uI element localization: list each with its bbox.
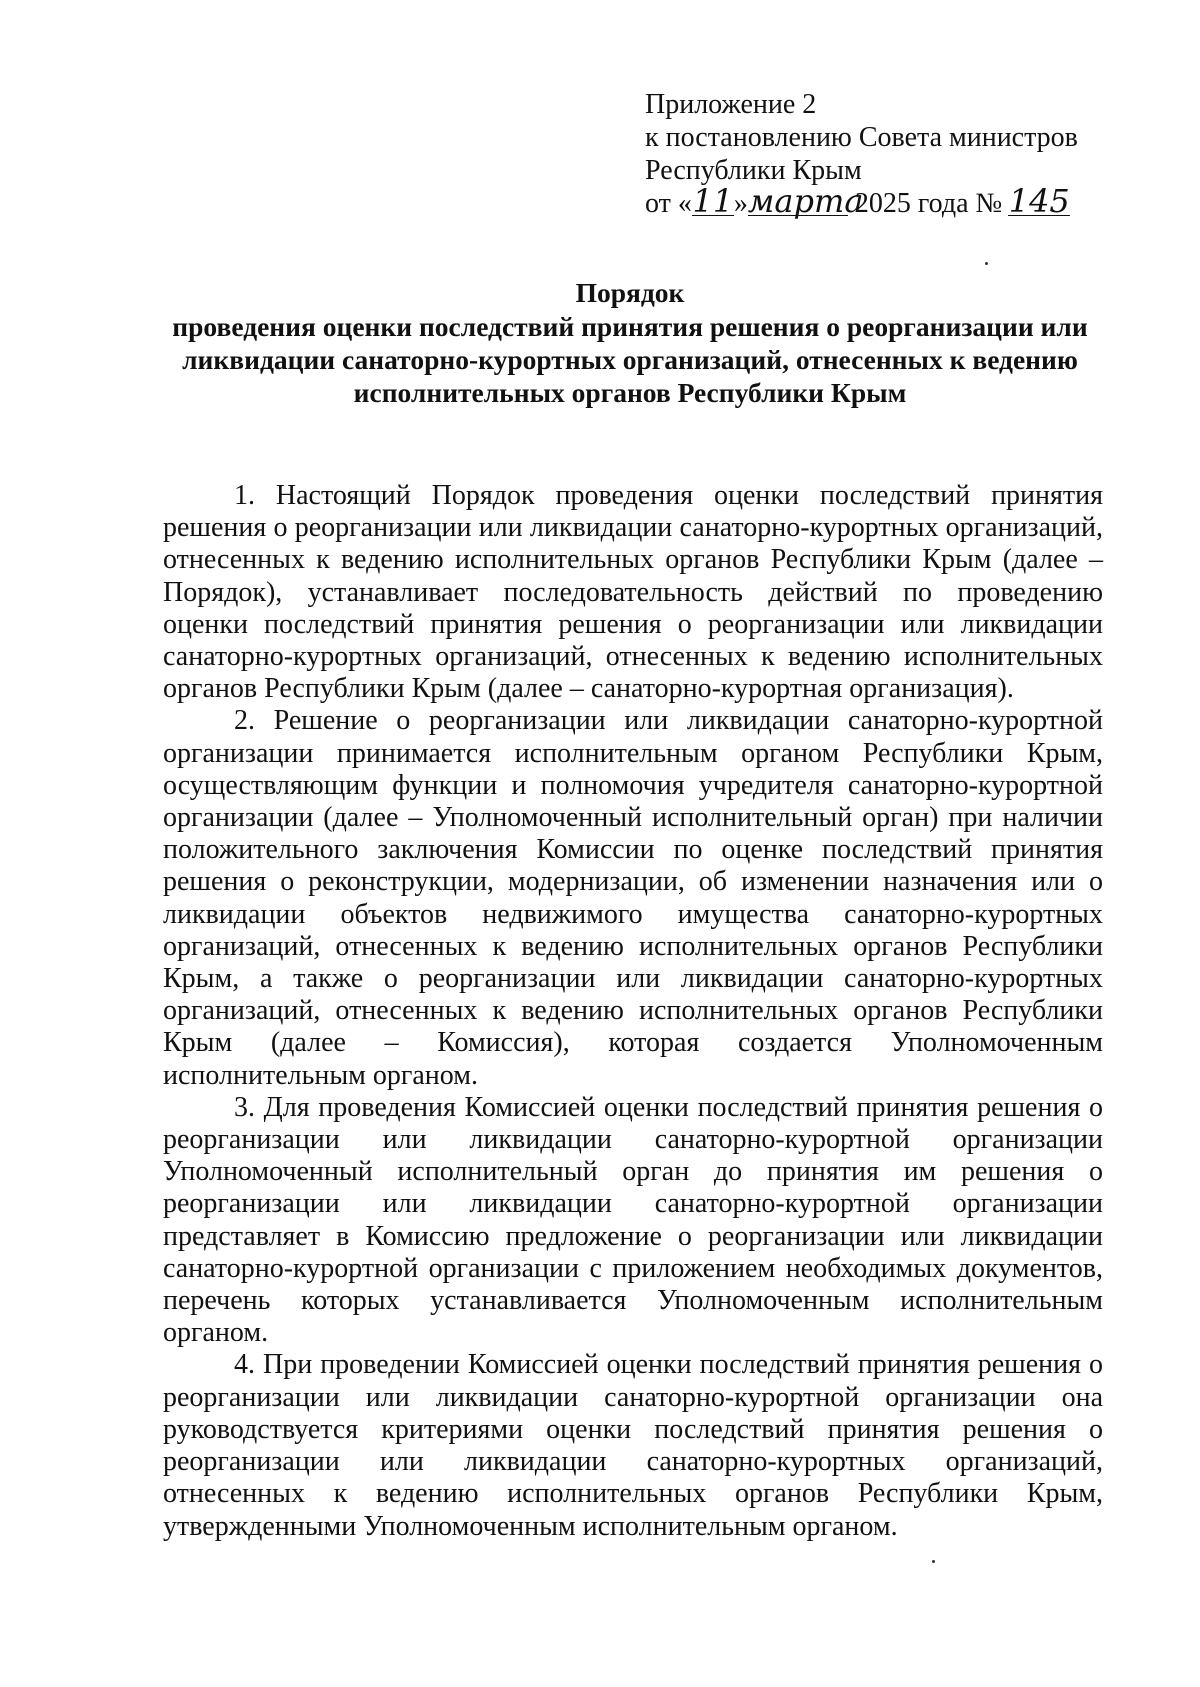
appendix-issuer: Республики Крым — [645, 155, 862, 186]
handwritten-doc-number: 145 — [1008, 182, 1070, 220]
paragraph-2: 2. Решение о реорганизации или ликвидации санаторно-курортной организации принимается исполнительным органом Республики Крым, осуществляющим функции и полномочия учредителя санаторно-курортной организации (далее – Уполномоченный исполнительный орган) при наличии положительного заключения Комиссии по оценке последствий принятия решения о реконструкции, модернизации, об изменении назначения или о ликвидации объектов недвижимого имущества санаторно-курортных организаций, отнесенных к ведению исполнительных органов Республики Крым, а также о реорганизации или ликвидации санаторно-курортных организаций, отнесенных к ведению исполнительных органов Республики Крым (далее – Комиссия), которая создается Уполномоченным исполнительным органом. — [163, 705, 1103, 1091]
paragraph-1: 1. Настоящий Порядок проведения оценки последствий принятия решения о реорганизации или ликвидации санаторно-курортных организаций, отнесенных к ведению исполнительных органов Республики Крым (далее – Порядок), устанавливает последовательность действий по проведению оценки последствий принятия решения о реорганизации или ликвидации санаторно-курортных организаций, отнесенных к ведению исполнительных органов Республики Крым (далее – санаторно-курортная организация). — [163, 480, 1103, 705]
appendix-number: Приложение 2 — [645, 89, 817, 120]
date-suffix: 2025 года № — [847, 188, 1003, 219]
handwritten-day: 11 — [692, 182, 734, 220]
handwritten-month: марта — [747, 182, 864, 220]
date-separator: » — [733, 188, 748, 219]
paragraph-3: 3. Для проведения Комиссией оценки последствий принятия решения о реорганизации или ликвидации санаторно-курортной организации Уполномоченный исполнительный орган до принятия им решения о реорганизации или ликвидации санаторно-курортной организации представляет в Комиссию предложение о реорганизации или ликвидации санаторно-курортной организации с приложением необходимых документов, перечень которых устанавливается Уполномоченным исполнительным органом. — [163, 1091, 1103, 1349]
document-body — [163, 480, 1103, 1543]
appendix-header — [645, 88, 1125, 220]
title-subtitle: проведения оценки последствий принятия решения о реорганизации или ликвидации санаторно-курортных организаций, отнесенных к ведению исполнительных органов Республики Крым — [172, 311, 1088, 408]
appendix-date-line — [645, 182, 1125, 220]
scan-speck — [985, 262, 988, 265]
paragraph-4: 4. При проведении Комиссией оценки последствий принятия решения о реорганизации или ликвидации санаторно-курортной организации она руководствуется критериями оценки последствий принятия решения о реорганизации или ликвидации санаторно-курортных организаций, отнесенных к ведению исполнительных органов Республики Крым, утвержденными Уполномоченным исполнительным органом. — [163, 1349, 1103, 1542]
date-prefix: от « — [645, 188, 692, 219]
title-heading: Порядок — [575, 277, 685, 308]
scan-speck — [932, 1560, 935, 1563]
document-title — [150, 276, 1110, 409]
appendix-resolution-ref: к постановлению Совета министров — [645, 122, 1078, 153]
